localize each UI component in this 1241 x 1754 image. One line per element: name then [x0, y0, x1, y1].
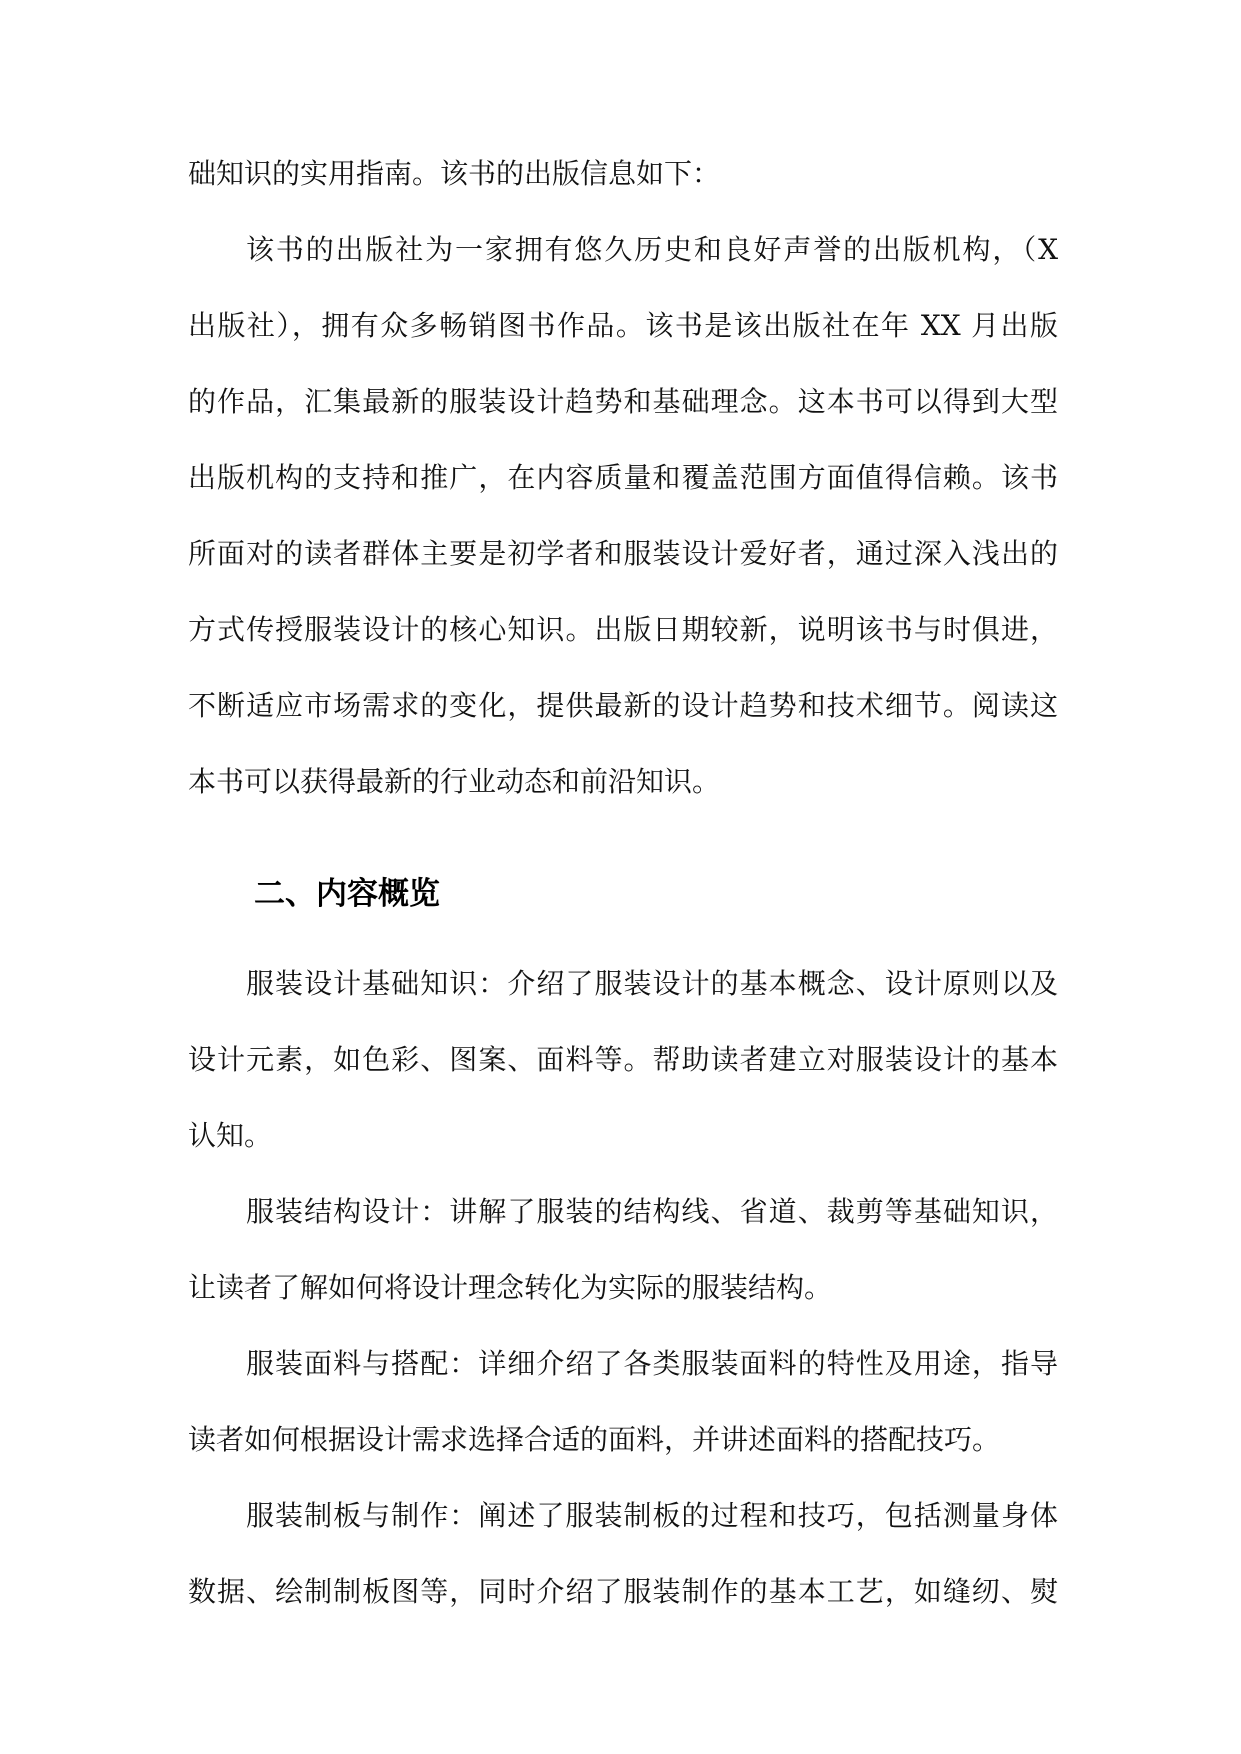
- text-line: 服装面料与搭配：详细介绍了各类服装面料的特性及用途，指导: [246, 1347, 1058, 1380]
- text-line: 设计元素，如色彩、图案、面料等。帮助读者建立对服装设计的基本: [188, 1043, 1058, 1076]
- paragraph-fabric-matching: [188, 1326, 1058, 1478]
- text-line: 该书的出版社为一家拥有悠久历史和良好声誉的出版机构，（X: [246, 233, 1058, 266]
- text-line: 不断适应市场需求的变化，提供最新的设计趋势和技术细节。阅读这: [188, 689, 1058, 722]
- text-line: 出版机构的支持和推广，在内容质量和覆盖范围方面值得信赖。该书: [188, 461, 1058, 494]
- text-line: 服装设计基础知识：介绍了服装设计的基本概念、设计原则以及: [246, 967, 1058, 1000]
- text-line: 础知识的实用指南。该书的出版信息如下：: [188, 157, 721, 190]
- paragraph-publication-info: [188, 212, 1058, 820]
- paragraph-pattern-making: [188, 1478, 1058, 1630]
- section-heading: 二、内容概览: [254, 876, 440, 912]
- text-line: 让读者了解如何将设计理念转化为实际的服装结构。: [188, 1271, 833, 1304]
- text-line: 服装制板与制作：阐述了服装制板的过程和技巧，包括测量身体: [246, 1499, 1058, 1532]
- text-line: 出版社），拥有众多畅销图书作品。该书是该出版社在年 XX 月出版: [188, 309, 1058, 342]
- document-body: [188, 136, 1058, 1630]
- text-line: 所面对的读者群体主要是初学者和服装设计爱好者，通过深入浅出的: [188, 537, 1058, 570]
- text-line: 方式传授服装设计的核心知识。出版日期较新，说明该书与时俱进，: [188, 613, 1058, 646]
- text-line: 读者如何根据设计需求选择合适的面料，并讲述面料的搭配技巧。: [188, 1423, 1001, 1456]
- paragraph-structure-design: [188, 1174, 1058, 1326]
- text-line: 服装结构设计：讲解了服装的结构线、省道、裁剪等基础知识，: [246, 1195, 1058, 1228]
- text-line: 本书可以获得最新的行业动态和前沿知识。: [188, 765, 721, 798]
- text-line: 数据、绘制制板图等，同时介绍了服装制作的基本工艺，如缝纫、熨: [188, 1575, 1058, 1608]
- paragraph-continuation: [188, 136, 1058, 212]
- text-line: 的作品，汇集最新的服装设计趋势和基础理念。这本书可以得到大型: [188, 385, 1058, 418]
- text-line: 认知。: [188, 1119, 273, 1152]
- paragraph-design-basics: [188, 946, 1058, 1174]
